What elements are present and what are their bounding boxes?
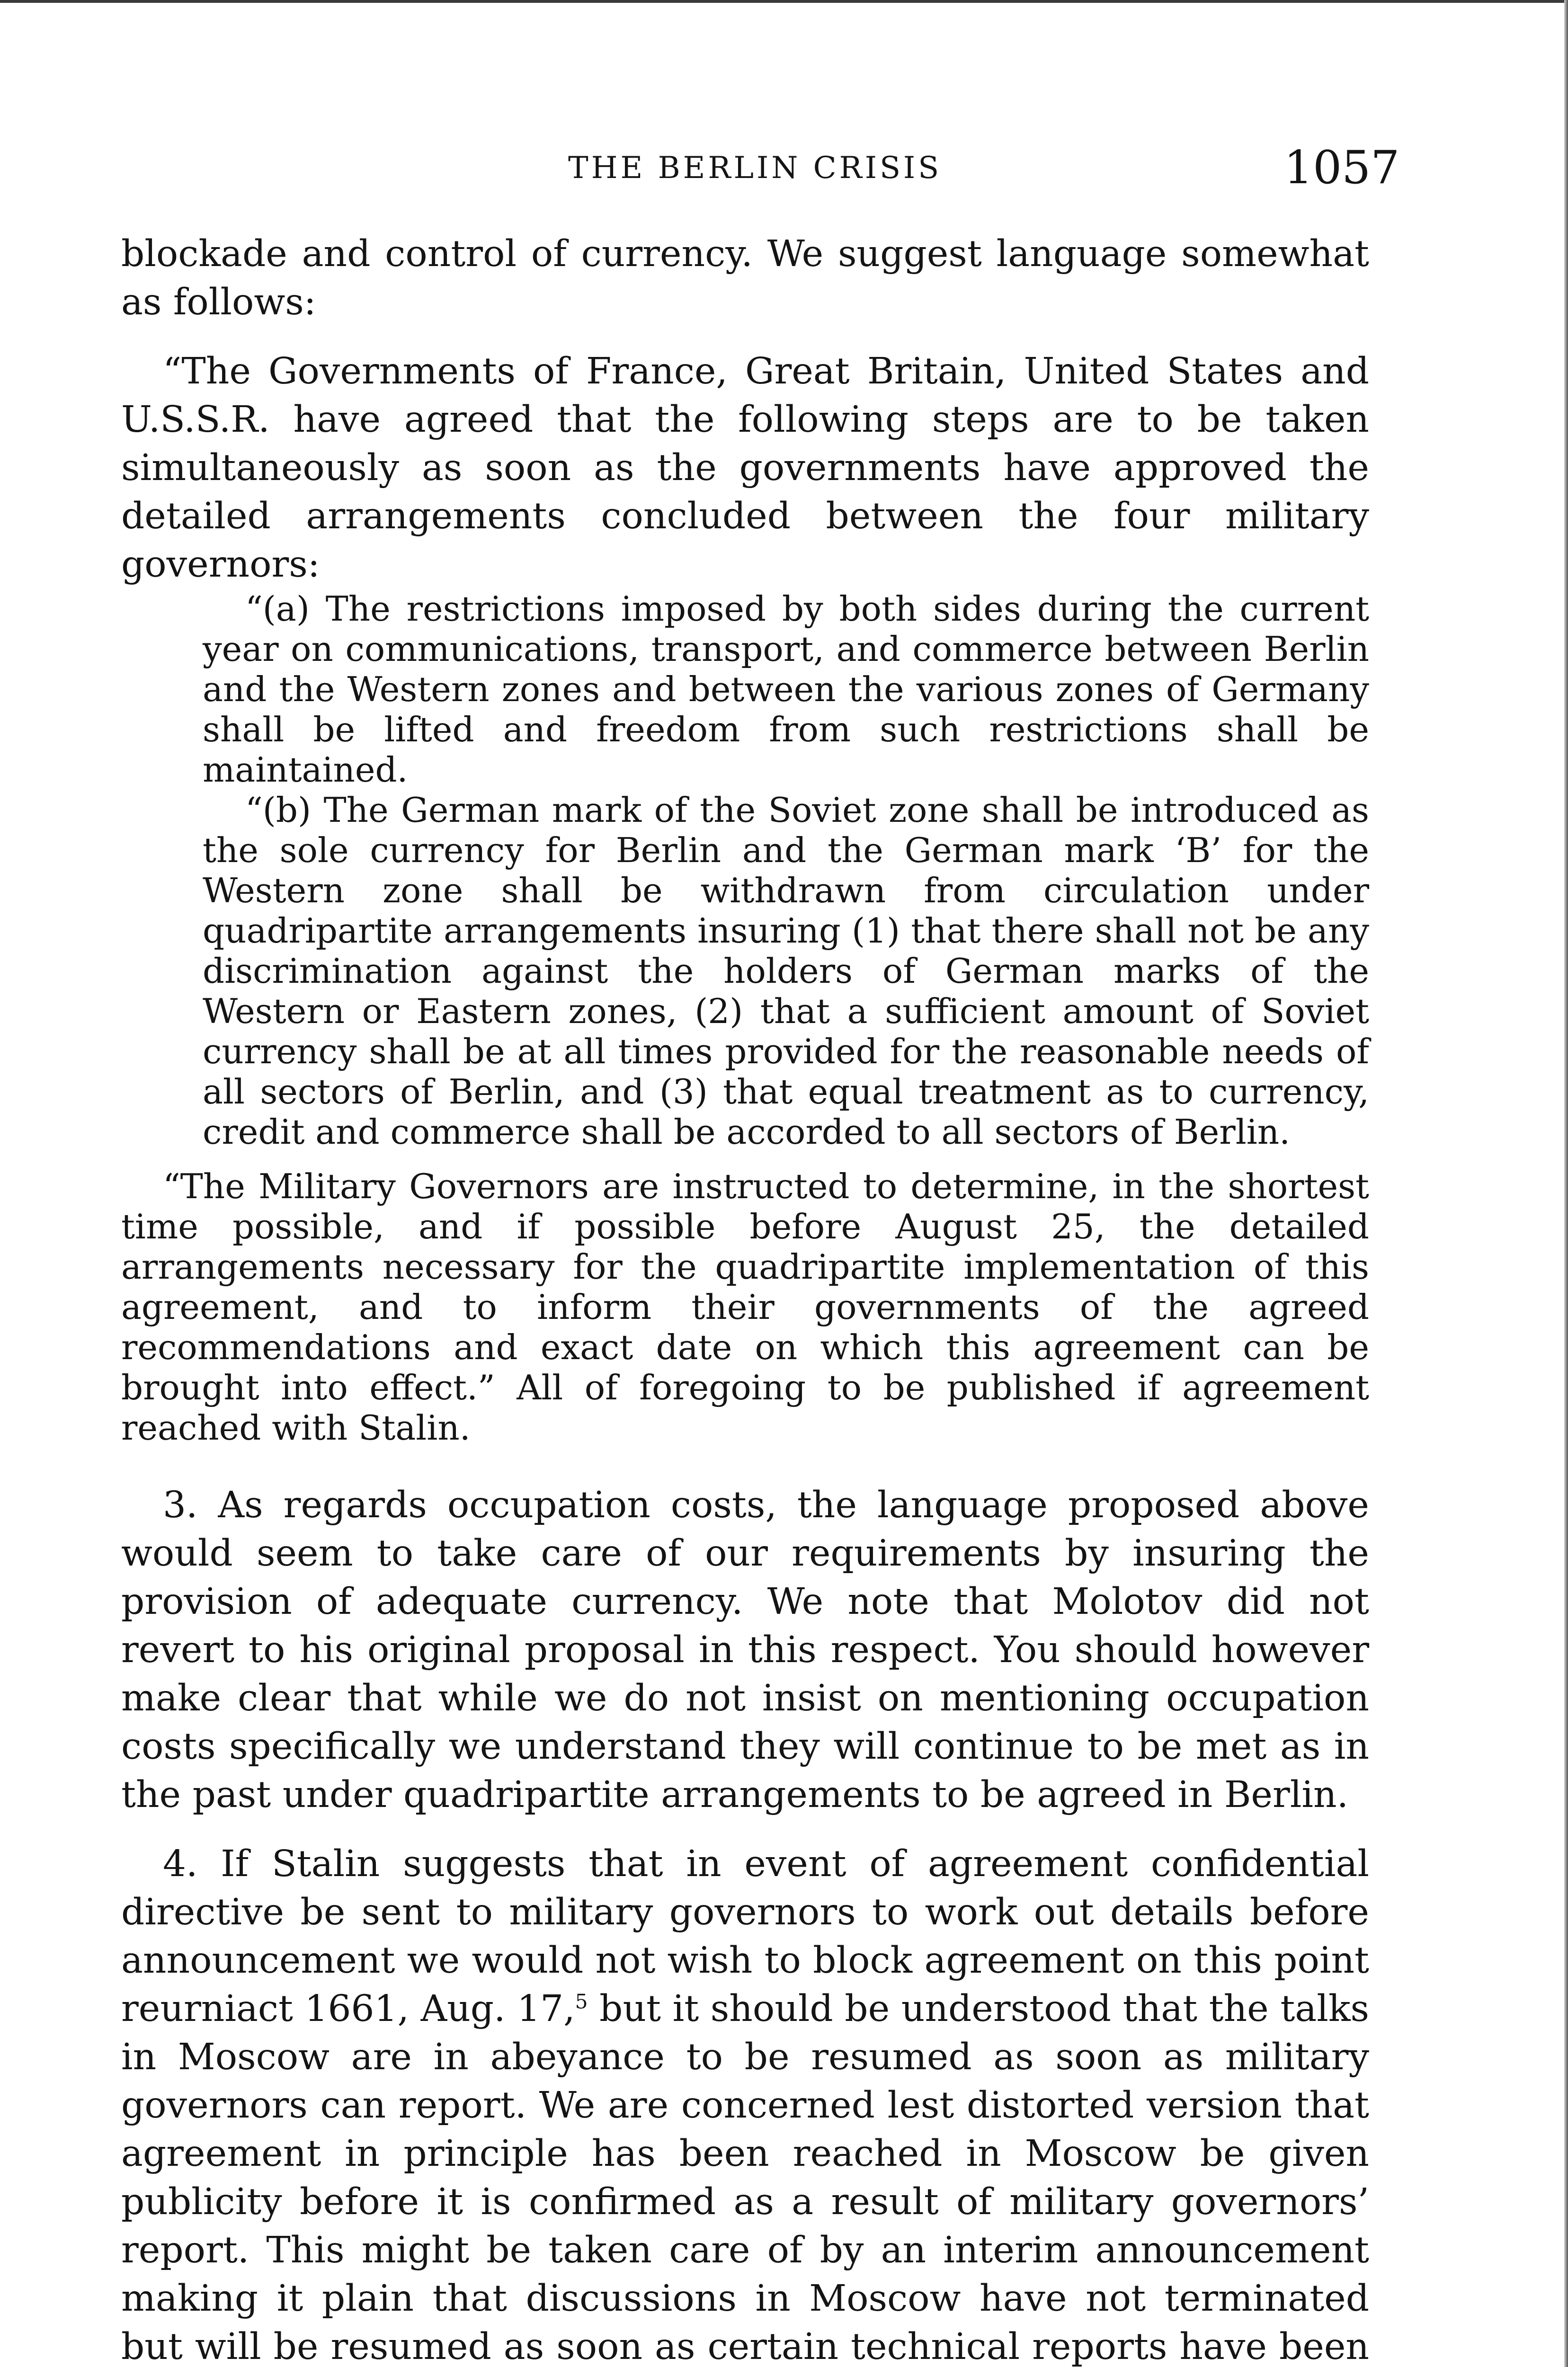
paragraph-4: [121, 1840, 1369, 2367]
paragraph-4-text-end: but it should be understood that the talks in Moscow are in abeyance to be resumed as soon as military governors can report. We are concerned lest distorted version that agreement in principle has been reached in Moscow be given publicity before it is confirmed as a result of military governors’ report. This might be taken care of by an interim announcement making it plain that discussions in Moscow have not terminated but will be resumed as soon as certain technical reports have been: [121, 1988, 1369, 2367]
page-edge-shadow: [1564, 0, 1568, 2367]
quote-closing-paragraph: “The Military Governors are instructed to determine, in the shortest time possible, and if possible before August 25, the detailed arrangements necessary for the quadripartite implementation of this agreement, and to inform their governments of the agreed recommendations and exact date on which this agreement can be brought into effect.” All of foregoing to be published if agreement reached with Stalin.: [121, 1166, 1369, 1448]
running-header-title: THE BERLIN CRISIS: [568, 151, 942, 186]
quote-step-b: “(b) The German mark of the Soviet zone shall be introduced as the sole currency for Berlin and the German mark ‘B’ for the Western zone shall be withdrawn from circulation under quadripartite arrangements insuring (1) that there shall not be any discrimination against the holders of German marks of the Western or Eastern zones, (2) that a sufficient amount of Soviet currency shall be at all times provided for the reasonable needs of all sectors of Berlin, and (3) that equal treatment as to currency, credit and commerce shall be accorded to all sectors of Berlin.: [203, 790, 1369, 1152]
quoted-steps: [203, 589, 1369, 1152]
paragraph-3: 3. As regards occupation costs, the language proposed above would seem to take care of our requirements by insuring the provision of adequate currency. We note that Molotov did not revert to his original proposal in this respect. You should however make clear that while we do not insist on mentioning occupation costs specifically we understand they will continue to be met as in the past under quadripartite arrangements to be agreed in Berlin.: [121, 1484, 1369, 1816]
paragraph-4-text-start: 4. If Stalin suggests that in event of agreement confidential directive be sent to military governors to work out details before announcement we would not wish to block agreement on this point reurniact 1661, Aug. 17,: [121, 1843, 1369, 2030]
quote-opening-paragraph: “The Governments of France, Great Britain, United States and U.S.S.R. have agreed that the following steps are to be taken simultaneously as soon as the governments have approved the detailed arrangements concluded between the four military governors:: [121, 350, 1369, 586]
quote-step-a: “(a) The restrictions imposed by both sides during the current year on communications, transport, and commerce between Berlin and the Western zones and between the various zones of Germany shall be lifted and freedom from such restrictions shall be maintained.: [203, 589, 1369, 790]
page-number: 1057: [1284, 141, 1400, 194]
footnote-reference: 5: [575, 1990, 588, 2013]
top-edge-rule: [0, 0, 1568, 3]
intro-paragraph: blockade and control of currency. We suggest language somewhat as follows:: [121, 233, 1369, 323]
page-body: [121, 230, 1369, 2367]
